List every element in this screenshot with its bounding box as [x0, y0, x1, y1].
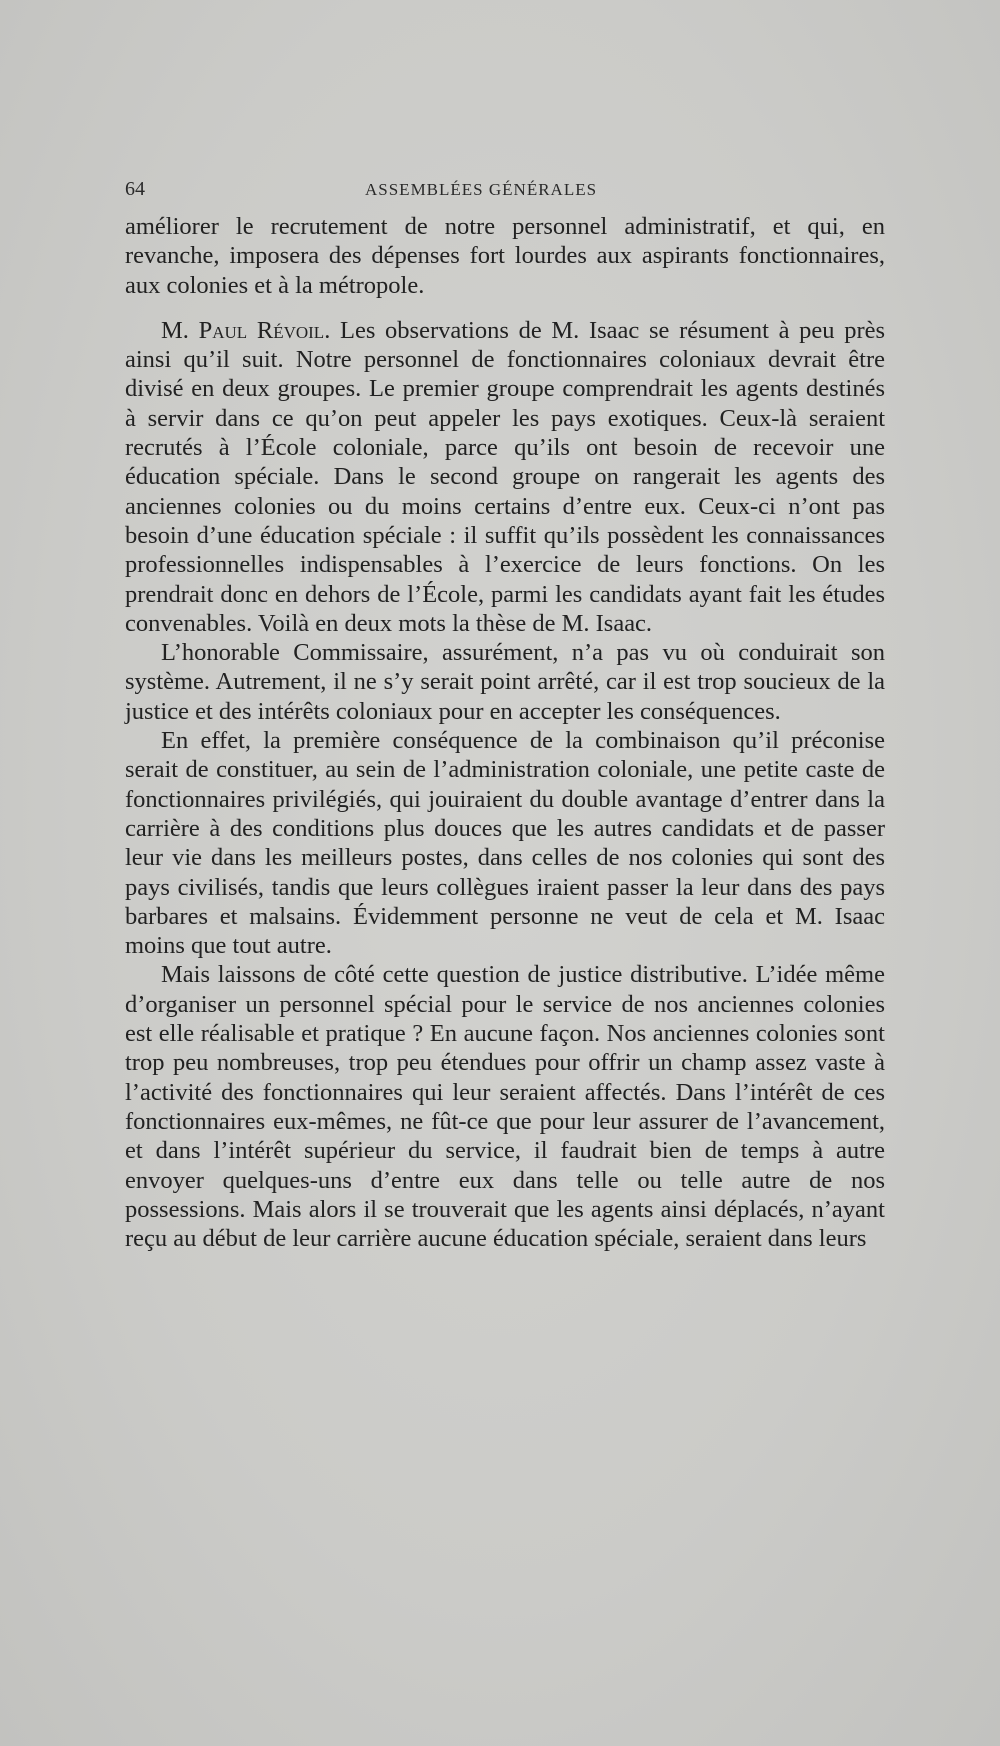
running-head: ASSEMBLÉES GÉNÉRALES	[365, 180, 598, 199]
paragraph-text: Mais laissons de côté cette question de justice distributive. L’idée même d’organiser un personnel spécial pour le service de nos anciennes colonies est elle réalisable et pratique ? En aucune façon. Nos anciennes colonies sont trop peu nombreuses, trop peu étendues pour offrir un champ assez vaste à l’activité des fonctionnaires qui leur seraient affectés. Dans l’intérêt de ces fonctionnaires eux-mêmes, ne fût-ce que pour leur assurer de l’avancement, et dans l’intérêt supérieur du service, il faudrait bien de temps à autre envoyer quelques-uns d’entre eux dans telle ou telle autre de nos possessions. Mais alors il se trouverait que les agents ainsi déplacés, n’ayant reçu au début de leur carrière aucune éducation spéciale, seraient dans leurs	[125, 961, 885, 1253]
paragraph-text: L’honorable Commissaire, assurément, n’a pas vu où conduirait son système. Autrement, il ne s’y serait point arrêté, car il est trop soucieux de la justice et des intérêts coloniaux pour en accepter les conséquences.	[125, 639, 885, 725]
paragraph	[125, 960, 885, 1253]
speaker-name: Paul Révoil	[198, 316, 325, 344]
page-header	[125, 178, 885, 202]
paragraph	[125, 638, 885, 726]
page-number: 64	[125, 178, 145, 200]
paragraph-text: En effet, la première conséquence de la combinaison qu’il préconise serait de constituer, au sein de l’administration coloniale, une petite caste de fonctionnaires privilégiés, qui jouiraient du double avantage d’entrer dans la carrière à des conditions plus douces que les autres candidats et de passer leur vie dans les meilleurs postes, dans celles de nos colonies qui sont des pays civilisés, tandis que leurs collègues iraient passer la leur dans des pays barbares et malsains. Évidemment personne ne veut de cela et M. Isaac moins que tout autre.	[125, 727, 885, 960]
speaker-prefix: M.	[161, 316, 199, 344]
paragraph-text: . Les observations de M. Isaac se résument à peu près ainsi qu’il suit. Notre personnel de fonctionnaires coloniaux devrait être divisé en deux groupes. Le premier groupe comprendrait les agents destinés à servir dans ce qu’on peut appeler les pays exotiques. Ceux-là seraient recrutés à l’École coloniale, parce qu’ils ont besoin de recevoir une éducation spéciale. Dans le second groupe on rangerait les agents des anciennes colonies ou du moins certains d’entre eux. Ceux-ci n’ont pas besoin d’une éducation spéciale : il suffit qu’ils possèdent les connaissances professionnelles indispensables à l’exercice de leurs fonctions. On les prendrait donc en dehors de l’École, parmi les candidats ayant fait les études convenables. Voilà en deux mots la thèse de M. Isaac.	[125, 316, 886, 637]
body-text	[125, 212, 885, 1253]
paragraph-text: améliorer le recrutement de notre personnel administratif, et qui, en revanche, imposera des dépenses fort lourdes aux aspirants fonctionnaires, aux colonies et à la métropole.	[125, 213, 885, 299]
paragraph-continuation	[125, 212, 885, 300]
paragraph-speaker-revoil	[125, 316, 885, 638]
paragraph	[125, 726, 885, 960]
